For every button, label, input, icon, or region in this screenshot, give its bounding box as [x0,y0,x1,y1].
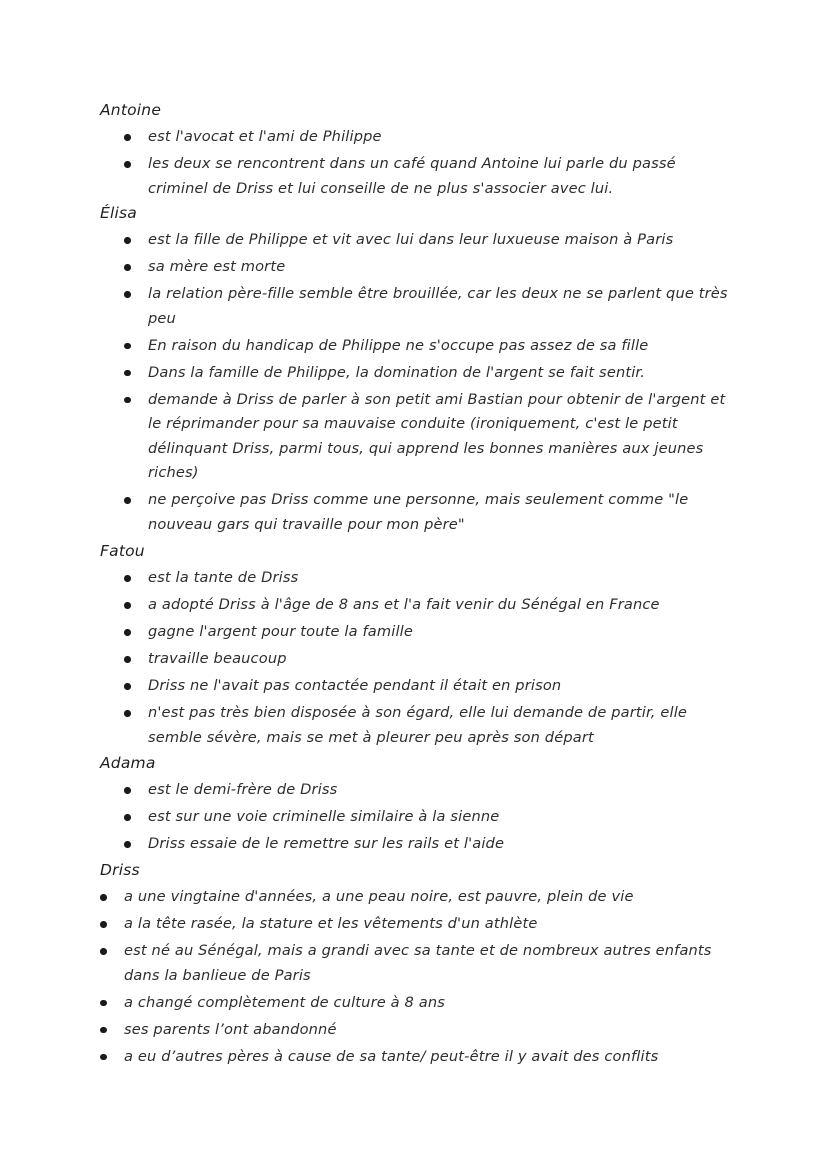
list-item: Dans la famille de Philippe, la domination de l'argent se fait sentir. [148,361,728,386]
list-item: ses parents l’ont abandonné [124,1018,724,1043]
bullet-icon [124,575,131,582]
list-item: a une vingtaine d'années, a une peau noire, est pauvre, plein de vie [124,885,724,910]
list-item: a adopté Driss à l'âge de 8 ans et l'a fait venir du Sénégal en France [148,593,728,618]
list-driss [124,885,724,1072]
list-item: Driss essaie de le remettre sur les rails et l'aide [148,832,728,857]
bullet-icon [124,841,131,848]
bullet-icon [124,237,131,244]
list-item: En raison du handicap de Philippe ne s'occupe pas assez de sa fille [148,334,728,359]
list-item: les deux se rencontrent dans un café quand Antoine lui parle du passé criminel de Driss et lui conseille de ne plus s'associer avec lui. [148,152,728,201]
bullet-icon [100,948,107,955]
list-item: est sur une voie criminelle similaire à la sienne [148,805,728,830]
list-item: a eu d’autres pères à cause de sa tante/ peut-être il y avait des conflits [124,1045,724,1070]
bullet-icon [100,1027,107,1034]
section-heading-elisa: Élisa [100,204,137,222]
list-adama [148,778,728,859]
bullet-icon [124,814,131,821]
list-item: la relation père-fille semble être brouillée, car les deux ne se parlent que très peu [148,282,728,331]
list-item: a changé complètement de culture à 8 ans [124,991,724,1016]
bullet-icon [124,291,131,298]
list-fatou [148,566,728,753]
list-item: sa mère est morte [148,255,728,280]
list-item: est le demi-frère de Driss [148,778,728,803]
bullet-icon [124,787,131,794]
bullet-icon [124,629,131,636]
list-item: est la tante de Driss [148,566,728,591]
bullet-icon [124,161,131,168]
bullet-icon [124,656,131,663]
list-item: travaille beaucoup [148,647,728,672]
list-item: demande à Driss de parler à son petit ami Bastian pour obtenir de l'argent et le réprimander pour sa mauvaise conduite (ironiquement, c'est le petit délinquant Driss, parmi tous, qui apprend les bonnes manières aux jeunes riches) [148,388,728,486]
bullet-icon [124,370,131,377]
bullet-icon [124,397,131,404]
bullet-icon [124,264,131,271]
bullet-icon [100,921,107,928]
bullet-icon [124,134,131,141]
bullet-icon [124,683,131,690]
section-heading-adama: Adama [100,754,156,772]
list-item: est l'avocat et l'ami de Philippe [148,125,728,150]
list-item: ne perçoive pas Driss comme une personne, mais seulement comme "le nouveau gars qui travaille pour mon père" [148,488,728,537]
list-item: est né au Sénégal, mais a grandi avec sa tante et de nombreux autres enfants dans la banlieue de Paris [124,939,724,988]
bullet-icon [124,710,131,717]
list-item: gagne l'argent pour toute la famille [148,620,728,645]
bullet-icon [124,497,131,504]
bullet-icon [124,343,131,350]
list-antoine [148,125,728,204]
section-heading-antoine: Antoine [100,101,162,119]
list-item: a la tête rasée, la stature et les vêtements d'un athlète [124,912,724,937]
bullet-icon [124,602,131,609]
bullet-icon [100,1000,107,1007]
section-heading-fatou: Fatou [100,542,145,560]
section-heading-driss: Driss [100,861,140,879]
list-elisa [148,228,728,540]
bullet-icon [100,1054,107,1061]
list-item: n'est pas très bien disposée à son égard, elle lui demande de partir, elle semble sévère, mais se met à pleurer peu après son départ [148,701,728,750]
list-item: Driss ne l'avait pas contactée pendant il était en prison [148,674,728,699]
bullet-icon [100,894,107,901]
list-item: est la fille de Philippe et vit avec lui dans leur luxueuse maison à Paris [148,228,728,253]
